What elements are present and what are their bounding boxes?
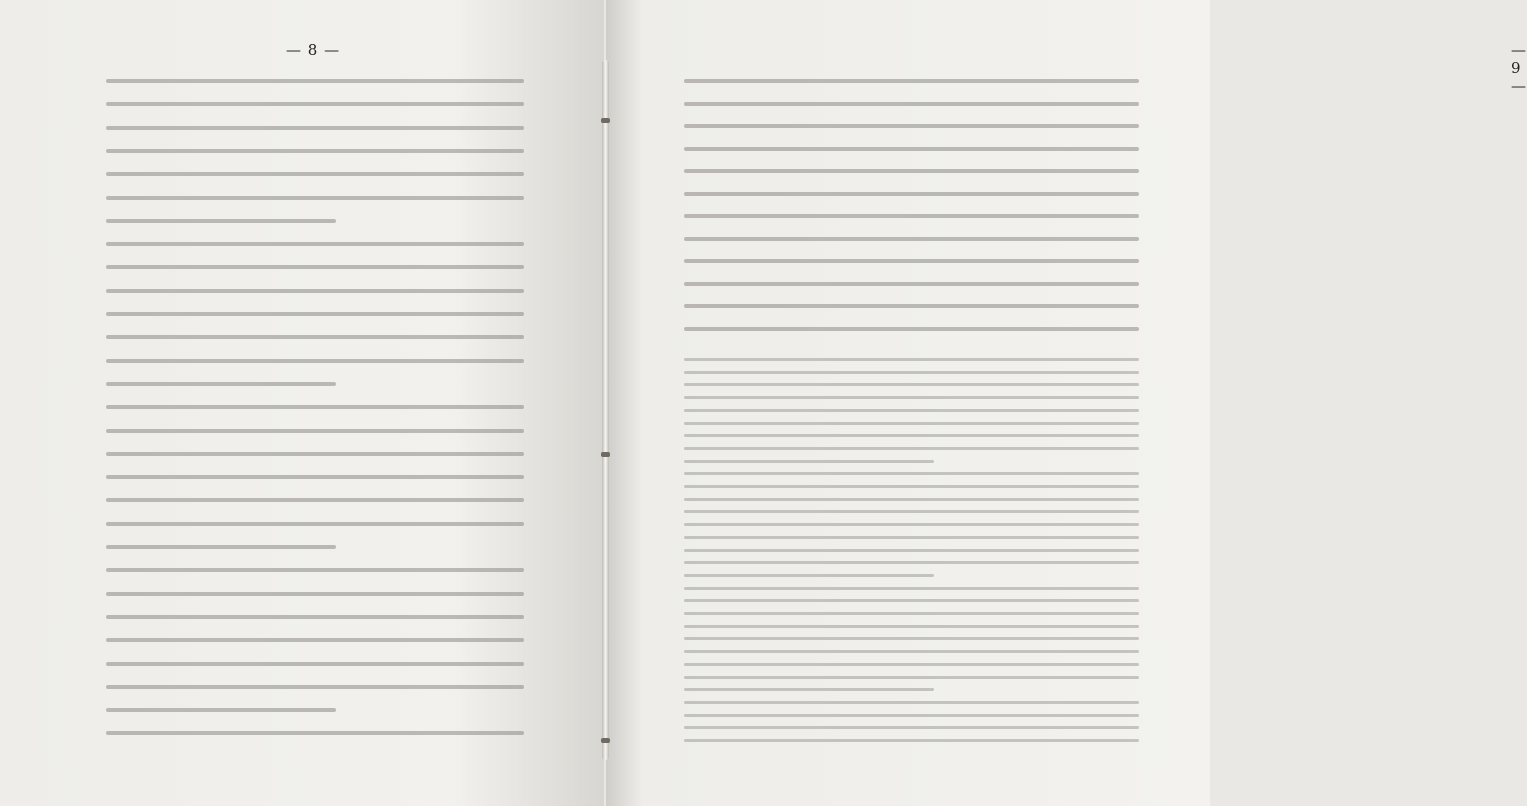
right-page-body-text bbox=[684, 73, 1139, 343]
text-line-placeholder bbox=[106, 79, 524, 83]
text-line-placeholder bbox=[106, 312, 524, 316]
text-line-placeholder bbox=[684, 192, 1139, 196]
text-line-placeholder bbox=[684, 701, 1139, 704]
text-line-placeholder bbox=[684, 612, 1139, 615]
text-line-placeholder bbox=[106, 382, 336, 386]
text-line-placeholder bbox=[684, 650, 1139, 653]
text-line-placeholder bbox=[106, 289, 524, 293]
text-line-placeholder bbox=[106, 662, 524, 666]
text-line-placeholder bbox=[684, 510, 1139, 513]
text-line-placeholder bbox=[106, 545, 336, 549]
text-line-placeholder bbox=[684, 485, 1139, 488]
right-page-number: — 9 — bbox=[1511, 41, 1527, 95]
text-line-placeholder bbox=[106, 522, 524, 526]
text-line-placeholder bbox=[106, 475, 524, 479]
text-line-placeholder bbox=[684, 637, 1139, 640]
text-line-placeholder bbox=[106, 568, 524, 572]
text-line-placeholder bbox=[684, 396, 1139, 399]
text-line-placeholder bbox=[684, 663, 1139, 666]
right-page-footnote bbox=[684, 352, 1139, 752]
text-line-placeholder bbox=[106, 359, 524, 363]
text-line-placeholder bbox=[684, 549, 1139, 552]
text-line-placeholder bbox=[684, 460, 934, 463]
text-line-placeholder bbox=[106, 685, 524, 689]
text-line-placeholder bbox=[684, 371, 1139, 374]
text-line-placeholder bbox=[684, 434, 1139, 437]
text-line-placeholder bbox=[684, 169, 1139, 173]
text-line-placeholder bbox=[106, 172, 524, 176]
text-line-placeholder bbox=[684, 676, 1139, 679]
text-line-placeholder bbox=[106, 242, 524, 246]
text-line-placeholder bbox=[684, 282, 1139, 286]
text-line-placeholder bbox=[684, 124, 1139, 128]
text-line-placeholder bbox=[106, 265, 524, 269]
text-line-placeholder bbox=[684, 102, 1139, 106]
text-line-placeholder bbox=[106, 498, 524, 502]
text-line-placeholder bbox=[684, 688, 934, 691]
text-line-placeholder bbox=[684, 739, 1139, 742]
text-line-placeholder bbox=[106, 452, 524, 456]
text-line-placeholder bbox=[106, 102, 524, 106]
text-line-placeholder bbox=[684, 358, 1139, 361]
text-line-placeholder bbox=[684, 561, 1139, 564]
text-line-placeholder bbox=[684, 327, 1139, 331]
text-line-placeholder bbox=[684, 237, 1139, 241]
text-line-placeholder bbox=[684, 147, 1139, 151]
text-line-placeholder bbox=[106, 708, 336, 712]
text-line-placeholder bbox=[106, 592, 524, 596]
text-line-placeholder bbox=[684, 447, 1139, 450]
text-line-placeholder bbox=[106, 638, 524, 642]
text-line-placeholder bbox=[106, 196, 524, 200]
text-line-placeholder bbox=[684, 409, 1139, 412]
text-line-placeholder bbox=[684, 625, 1139, 628]
text-line-placeholder bbox=[684, 574, 934, 577]
text-line-placeholder bbox=[106, 731, 524, 735]
text-line-placeholder bbox=[106, 149, 524, 153]
text-line-placeholder bbox=[684, 383, 1139, 386]
text-line-placeholder bbox=[684, 599, 1139, 602]
text-line-placeholder bbox=[106, 405, 524, 409]
text-line-placeholder bbox=[684, 214, 1139, 218]
text-line-placeholder bbox=[684, 259, 1139, 263]
text-line-placeholder bbox=[106, 219, 336, 223]
text-line-placeholder bbox=[684, 726, 1139, 729]
text-line-placeholder bbox=[684, 422, 1139, 425]
text-line-placeholder bbox=[684, 498, 1139, 501]
binding-thread-bottom bbox=[601, 738, 610, 743]
text-line-placeholder bbox=[684, 523, 1139, 526]
text-line-placeholder bbox=[106, 126, 524, 130]
text-line-placeholder bbox=[684, 536, 1139, 539]
text-line-placeholder bbox=[106, 615, 524, 619]
book-gutter bbox=[602, 60, 609, 760]
text-line-placeholder bbox=[684, 304, 1139, 308]
text-line-placeholder bbox=[684, 472, 1139, 475]
text-line-placeholder bbox=[684, 714, 1139, 717]
right-page bbox=[606, 0, 1527, 806]
left-page-body-text bbox=[106, 73, 524, 753]
text-line-placeholder bbox=[106, 429, 524, 433]
binding-thread-middle bbox=[601, 452, 610, 457]
text-line-placeholder bbox=[106, 335, 524, 339]
binding-thread-top bbox=[601, 118, 610, 123]
left-page-number: — 8 — bbox=[286, 41, 341, 59]
text-line-placeholder bbox=[684, 79, 1139, 83]
left-page bbox=[0, 0, 604, 806]
text-line-placeholder bbox=[684, 587, 1139, 590]
